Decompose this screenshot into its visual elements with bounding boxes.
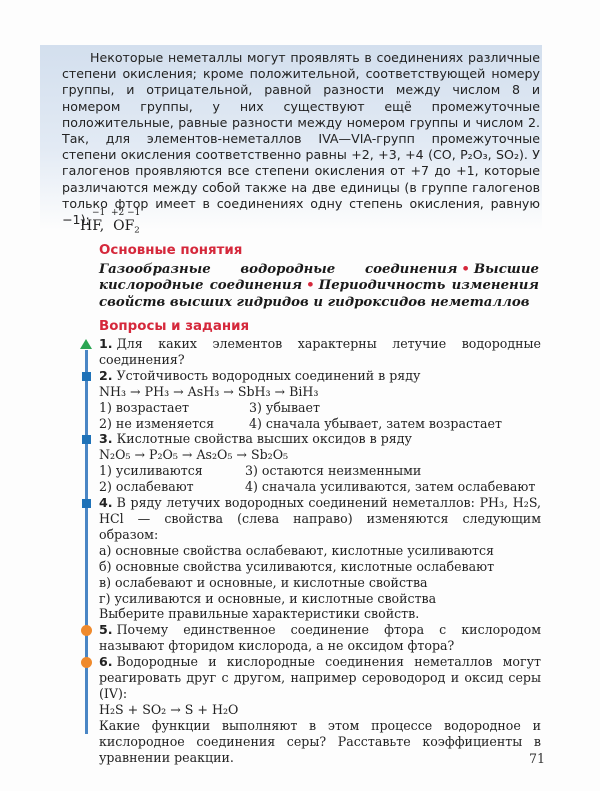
question-text: Почему единственное соединение фтора с кислородом называют фторидом кислорода, а не оксидом фтора? [99,622,541,654]
question-number: 1. [99,336,113,351]
question-text: В ряду летучих водородных соединений неметаллов: PH₃, H₂S, HCl — свойства (слева направо) изменяются следующим образом: [99,495,541,542]
answer-option: 2) ослабевают [99,479,194,495]
blue-square-icon [82,372,91,381]
answer-option: а) основные свойства ослабевают, кислотные усиливаются [99,542,494,558]
question-number: 2. [99,367,113,383]
question-number: 5. [99,622,113,638]
subscript: 2 [134,225,140,236]
answer-options [99,400,541,432]
question-3 [99,431,541,495]
question-text: Кислотные свойства высших оксидов в ряду [116,431,412,447]
answer-option: 1) усиливаются [99,463,203,479]
concept-item: Газообразные водородные соединения [99,262,458,277]
answer-options [99,463,541,495]
page-number: 71 [529,751,546,766]
question-4 [99,495,541,622]
answer-option: 2) не изменяется [99,415,215,431]
answer-option: 4) сначала усиливаются, затем ослабевают [245,479,536,495]
answer-option: б) основные свойства усиливаются, кислотные ослабевают [99,558,495,574]
orange-dot-icon [81,625,92,636]
intro-paragraph: Некоторые неметаллы могут проявлять в соединениях различные степени окисления; кроме положительной, соответствующей номеру группы, и отрицательной, равной разности между числом 8 и номером группы, у них существуют ещё промежуточные положительные, равные разности между номером группы и числом 2. Так, для элементов-неметаллов IVA—VIA-групп промежуточные степени окисления соответственно равны +2, +3, +4 (CO, P₂O₃, SO₂). У галогенов проявляются все степени окисления от +7 до +1, которые различаются между собой также на две единицы (в группе галогенов только фтор имеет в соединениях одну степень окисления, равную −1): [62,50,540,228]
question-text: Для каких элементов характерны летучие водородные соединения? [99,336,541,367]
blue-square-icon [82,435,91,444]
chemical-equation: H₂S + SO₂ → S + H₂O [99,701,239,717]
intro-text-block [62,50,540,228]
question-2 [99,368,541,432]
green-triangle-icon [80,339,92,349]
question-number: 3. [99,431,113,447]
question-text: Водородные и кислородные соединения неметаллов могут реагировать друг с другом, например сероводород и оксид серы (IV): [99,654,541,701]
oxidation-formula [80,208,140,234]
chemical-series: N₂O₅ → P₂O₅ → As₂O₅ → Sb₂O₅ [99,447,289,463]
answer-option: г) усиливаются и основные, и кислотные свойства [99,590,437,606]
concept-item: Периодичность изменения свойств высших гидридов и гидроксидов неметаллов [99,278,539,310]
question-instruction: Выберите правильные характеристики свойств. [99,606,420,622]
questions-list [99,336,541,765]
answer-option: 4) сначала убывает, затем возрастает [249,415,502,431]
key-concepts-list [99,262,539,311]
answer-option: 3) убывает [249,399,320,415]
blue-square-icon [82,499,91,508]
bullet-separator: • [461,262,470,277]
compounds-text: HF, OF [80,218,135,234]
answer-option: 3) остаются неизменными [245,463,422,479]
question-text: Устойчивость водородных соединений в ряду [116,367,421,383]
answer-option: 1) возрастает [99,399,189,415]
key-concepts-heading: Основные понятия [99,243,243,258]
oxidation-states: −1 +2 −1 [92,208,141,218]
question-5 [99,622,541,654]
question-1 [99,336,541,368]
questions-rule-line [85,350,88,734]
chemical-series: NH₃ → PH₃ → AsH₃ → SbH₃ → BiH₃ [99,383,319,399]
bullet-separator: • [306,278,315,294]
concept-item: Высшие кислородные соединения [99,262,539,294]
question-instruction: Какие функции выполняют в этом процессе водородное и кислородное соединения серы? Расставьте коэффициенты в уравнении реакции. [99,717,541,765]
answer-option: в) ослабевают и основные, и кислотные свойства [99,574,428,590]
question-number: 4. [99,495,113,511]
formula-compounds [80,218,140,234]
question-number: 6. [99,654,113,670]
orange-dot-icon [81,657,92,668]
question-6 [99,654,541,765]
questions-heading: Вопросы и задания [99,319,250,334]
